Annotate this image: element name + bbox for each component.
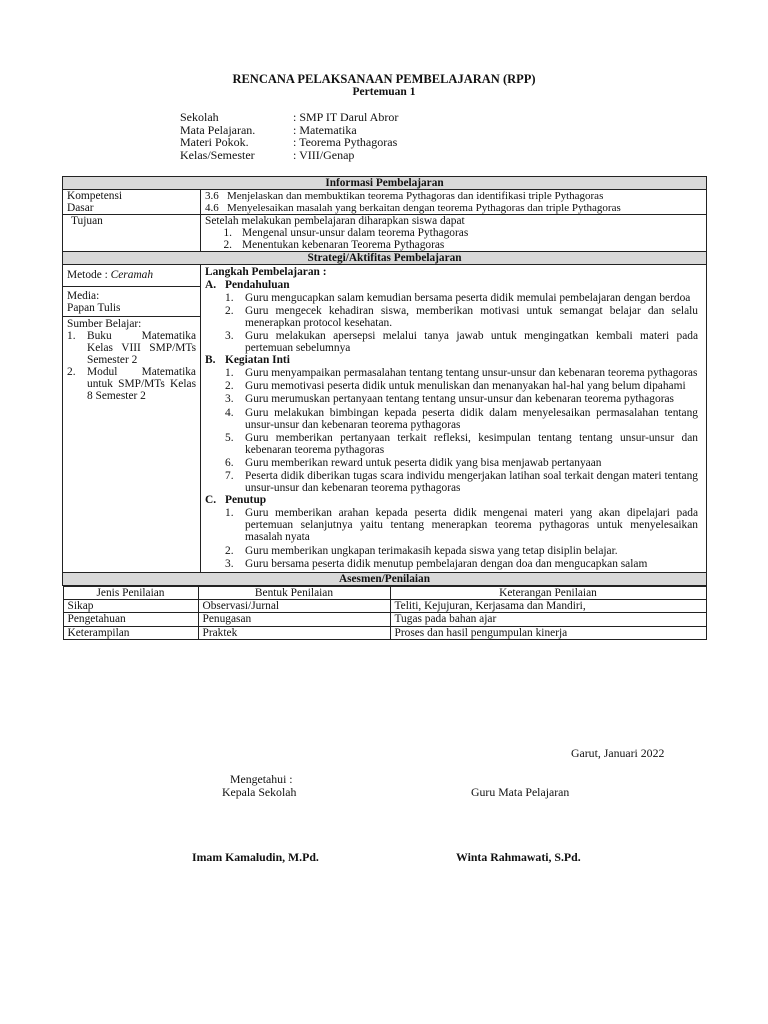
kd-text: Menjelaskan dan membuktikan teorema Pythagoras dan identifikasi triple Pythagoras (227, 190, 604, 202)
list-item (205, 330, 698, 354)
document-subtitle: Pertemuan 1 (352, 86, 416, 98)
table-row (63, 626, 706, 639)
asesmen-cell (63, 585, 707, 640)
langkah-cell (201, 265, 707, 572)
list-item-number: 2. (225, 304, 234, 317)
list-item (205, 558, 698, 570)
kompetensi-label-cell (63, 190, 201, 215)
kd-text: Menyelesaikan masalah yang berkaitan dengan teorema Pythagoras dan triple Pythagoras (227, 202, 621, 215)
list-item-number: 1. (225, 367, 234, 380)
asesmen-table (63, 586, 707, 640)
list-item-text: Guru melakukan bimbingan kepada peserta didik dalam menyelesaikan permasalahan tentang unsur-unsur dan kebenaran teorema pythagoras (245, 406, 698, 431)
list-item (205, 305, 698, 329)
list-item-number: 3. (225, 393, 234, 406)
kepala-role: Kepala Sekolah (222, 785, 297, 799)
list-item-text: Guru memberikan ungkapan terimakasih kepada siswa yang tetap disiplin belajar. (245, 544, 618, 557)
meta-key: Kelas/Semester (180, 147, 255, 162)
list-item (205, 367, 698, 379)
meta-row (180, 111, 398, 124)
guru-role: Guru Mata Pelajaran (471, 785, 570, 799)
sumber-label: Sumber Belajar: (67, 317, 142, 330)
list-item-text: Guru memotivasi peserta didik untuk menuliskan dan menanyakan hal-hal yang belum dipahami (245, 380, 686, 393)
tujuan-text: Mengenal unsur-unsur dalam teorema Pythagoras (242, 227, 469, 240)
asesmen-header: Keterangan Penilaian (390, 586, 706, 599)
list-item (205, 545, 698, 557)
langkah-title: Langkah Pembelajaran : (205, 266, 327, 279)
sumber-text: Buku Matematika Kelas VIII SMP/MTs Semester 2 (87, 329, 196, 367)
meta-value: : SMP IT Darul Abror (293, 110, 399, 124)
metode-block (63, 265, 200, 286)
list-item-number: 2. (225, 544, 234, 557)
list-item (205, 470, 698, 494)
kompetensi-label: Kompetensi (67, 190, 123, 202)
list-item-number: 5. (225, 431, 234, 444)
asesmen-header: Bentuk Penilaian (198, 586, 390, 599)
media-block (63, 287, 200, 317)
sumber-item (67, 330, 196, 366)
section-title: Kegiatan Inti (225, 354, 290, 367)
tujuan-item (205, 227, 702, 239)
list-item-number: 1. (225, 291, 234, 304)
kd-number: 3.6 (205, 190, 219, 202)
asesmen-cell-bentuk: Praktek (198, 626, 390, 639)
list-item-number: 7. (225, 469, 234, 482)
meta-row (180, 136, 398, 149)
kd-cell (201, 190, 707, 215)
place-date: Garut, Januari 2022 (571, 746, 665, 760)
list-item-text: Guru mengucapkan salam kemudian bersama peserta didik memulai pembelajaran dengan berdoa (245, 291, 691, 304)
sumber-text: Modul Matematika untuk SMP/MTs Kelas 8 Semester 2 (87, 366, 196, 403)
section-letter: B. (205, 354, 216, 367)
list-item-text: Guru mengecek kehadiran siswa, memberikan motivasi untuk semangat belajar dan selalu menerapkan protocol kesehatan. (245, 304, 698, 329)
metode-value: Ceramah (110, 269, 154, 282)
meta-value: : Matematika (293, 122, 357, 137)
section-letter: A. (205, 278, 217, 291)
sumber-block (63, 317, 200, 404)
list-item (205, 292, 698, 304)
tujuan-cell (201, 215, 707, 252)
asesmen-cell-keterangan: Teliti, Kejujuran, Kerjasama dan Mandiri, (390, 600, 706, 613)
asesmen-cell-jenis: Pengetahuan (63, 613, 198, 626)
section-title: Penutup (225, 494, 267, 507)
asesmen-cell-keterangan: Proses dan hasil pengumpulan kinerja (390, 626, 706, 639)
list-item (205, 457, 698, 469)
section-heading (205, 279, 698, 291)
sumber-item (67, 366, 196, 402)
tujuan-label-cell (63, 215, 201, 252)
media-value: Papan Tulis (67, 301, 121, 314)
kd-item (205, 202, 702, 214)
table-row (63, 613, 706, 626)
list-item-text: Guru memberikan pertanyaan terkait refleksi, kesimpulan tentang tentang unsur-unsur dan kebenaran teorema pythagoras (245, 431, 698, 456)
meta-key: Mata Pelajaran. (180, 122, 256, 137)
meta-value: : Teorema Pythagoras (293, 135, 398, 150)
asesmen-cell-jenis: Keterampilan (63, 626, 198, 639)
sumber-number: 2. (67, 366, 76, 379)
list-item (205, 380, 698, 392)
asesmen-cell-bentuk: Penugasan (198, 613, 390, 626)
strategi-heading: Strategi/Aktifitas Pembelajaran (63, 252, 707, 265)
section-title: Pendahuluan (225, 278, 290, 291)
meta-key: Materi Pokok. (180, 135, 249, 150)
asesmen-cell-keterangan: Tugas pada bahan ajar (390, 613, 706, 626)
section-heading (205, 354, 698, 366)
sumber-number: 1. (67, 329, 76, 342)
metode-label: Metode : (67, 269, 111, 282)
list-item-number: 3. (225, 329, 234, 342)
langkah-sections (205, 279, 698, 570)
tujuan-number: 2. (223, 239, 232, 252)
tujuan-item (205, 239, 702, 251)
list-item (205, 507, 698, 543)
list-item-text: Guru menyampaikan permasalahan tentang tentang unsur-unsur dan kebenaran teorema pythagoras (245, 367, 698, 380)
section-letter: C. (205, 494, 217, 507)
info-heading: Informasi Pembelajaran (63, 177, 707, 190)
list-item-text: Guru melakukan apersepsi melalui tanya jawab untuk mengingatkan kembali materi pada pertemuan sebelumnya (245, 329, 698, 355)
tujuan-label: Tujuan (71, 215, 103, 228)
list-item (205, 407, 698, 431)
kd-item (205, 190, 702, 202)
media-label: Media: (67, 289, 100, 302)
list-item-number: 6. (225, 456, 234, 469)
asesmen-heading: Asesmen/Penilaian (63, 572, 707, 585)
list-item (205, 393, 698, 405)
kepala-name: Imam Kamaludin, M.Pd. (192, 850, 319, 864)
list-item-number: 1. (225, 507, 234, 520)
meta-row (180, 149, 398, 162)
tujuan-intro: Setelah melakukan pembelajaran diharapkan siswa dapat (205, 215, 465, 228)
resources-cell (63, 265, 201, 572)
list-item-text: Guru bersama peserta didik menutup pembelajaran dengan doa dan mengucapkan salam (245, 557, 648, 570)
guru-name: Winta Rahmawati, S.Pd. (456, 850, 581, 864)
asesmen-cell-jenis: Sikap (63, 600, 198, 613)
meta-key: Sekolah (180, 110, 219, 124)
list-item-number: 2. (225, 380, 234, 393)
list-item-number: 4. (225, 406, 234, 419)
list-item-number: 3. (225, 557, 234, 570)
asesmen-cell-bentuk: Observasi/Jurnal (198, 600, 390, 613)
mengetahui-label: Mengetahui : (230, 772, 293, 786)
list-item (205, 432, 698, 456)
list-item-text: Guru memberikan arahan kepada peserta didik mengenai materi yang akan dipelajari pada pertemuan selanjutnya yaitu tentang menerapkan teorema pythagoras untuk menyelesaikan masalah nyata (245, 507, 698, 544)
identity-block (180, 111, 398, 161)
section-heading (205, 494, 698, 506)
meta-value: : VIII/Genap (293, 147, 355, 162)
list-item-text: Guru merumuskan pertanyaan tentang tentang unsur-unsur dan kebenaran teorema pythagoras (245, 393, 674, 406)
kompetensi-label-2: Dasar (67, 202, 94, 215)
list-item-text: Peserta didik diberikan tugas scara individu mengerjakan latihan soal terkait dengan materi tentang unsur-unsur dan kebenaran teorema pythagoras (245, 469, 698, 495)
asesmen-header: Jenis Penilaian (63, 586, 198, 599)
list-item-text: Guru memberikan reward untuk peserta didik yang bisa menjawab pertanyaan (245, 456, 602, 469)
table-row (63, 600, 706, 613)
tujuan-number: 1. (223, 227, 232, 240)
rpp-table (62, 176, 707, 640)
tujuan-text: Menentukan kebenaran Teorema Pythagoras (242, 239, 445, 252)
kd-number: 4.6 (205, 202, 219, 215)
document-title: RENCANA PELAKSANAAN PEMBELAJARAN (RPP) (232, 72, 536, 86)
